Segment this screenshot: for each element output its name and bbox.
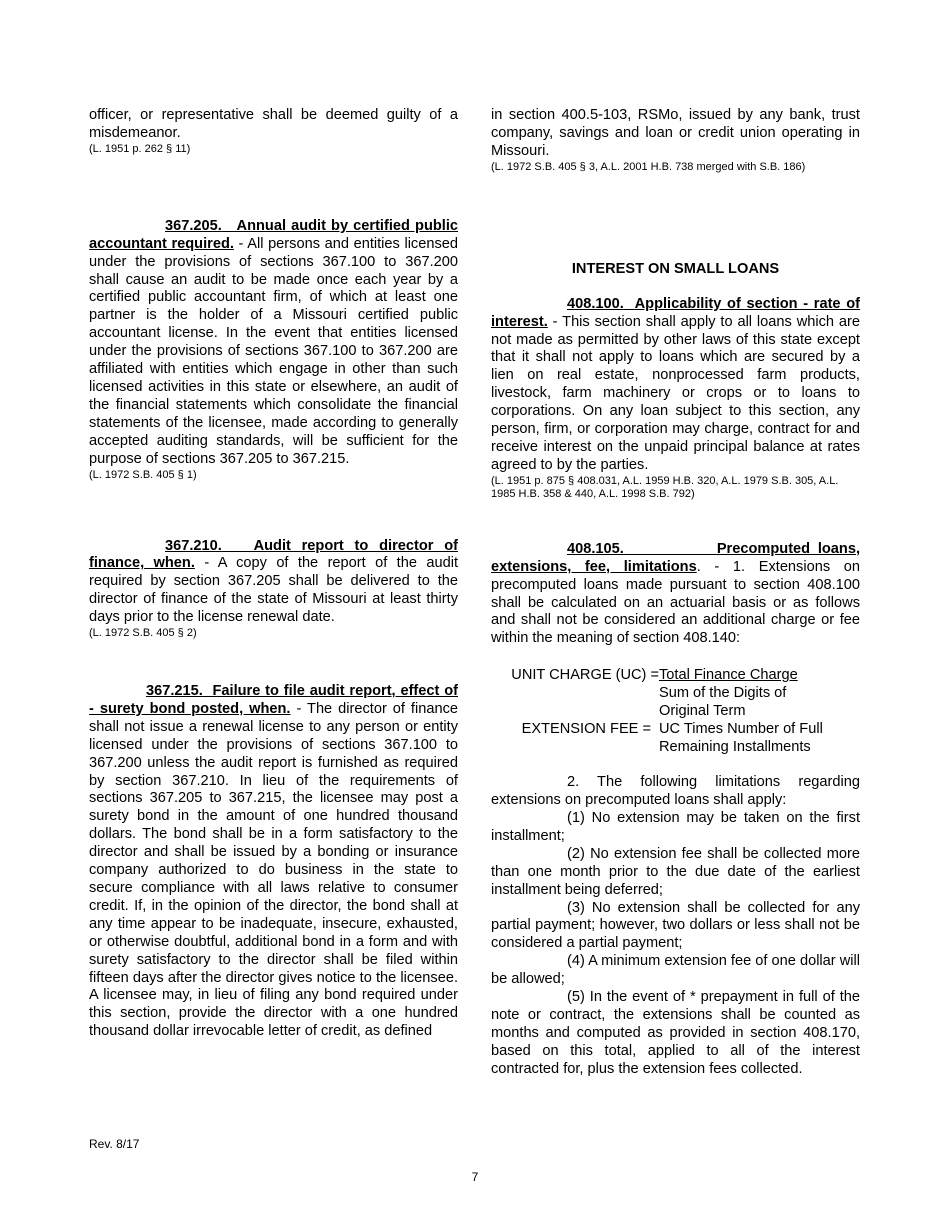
history-note: (L. 1972 S.B. 405 § 3, A.L. 2001 H.B. 738 merged with S.B. 186) — [491, 160, 806, 173]
paragraph-2: 2. The following limitations regarding extensions on precomputed loans shall apply: — [491, 774, 860, 809]
section-body: - The director of finance shall not issue a renewal license to any person or entity licensed under the provisions of sections 367.100 to 367.200 unless the audit report is furnished as required by section 367.210. In lieu of the requirements of sections 367.205 to 367.215, the licensee may post a surety bond in the amount of one hundred thousand dollars. The bond shall be in a form satisfactory to the director and shall be issued by a bonding or insurance company authorized to do business in the state to secure compliance with all laws relative to consumer credit. If, in the opinion of the director, the bond shall at any time appear to be inadequate, insecure, exhausted, or otherwise doubtful, additional bond in a form and with surety satisfactory to the director shall be filed within fifteen days after the director gives notice to the licensee. A licensee may, in lieu of filing any bond required under this section, provide the director with a one hundred thousand dollar irrevocable letter of credit, as defined — [89, 700, 458, 1040]
section-body: - A copy of the report of the audit required by section 367.205 shall be delivered to the director of finance of the state of Missouri at least thirty days prior to the license renewal date. — [89, 555, 458, 626]
unit-charge-denominator-2: Original Term — [659, 703, 746, 720]
left-column — [89, 107, 458, 1041]
revision-note: Rev. 8/17 — [89, 1137, 140, 1151]
extension-fee-label: EXTENSION FEE = — [521, 721, 651, 738]
limitation-item-5: (5) In the event of * prepayment in full of the note or contract, the extensions shall be counted as months and computed as provided in section 408.170, based on this total, applied to all of the interest contracted for, plus the extension fees collected. — [491, 989, 860, 1077]
section-title: Audit report to director of finance, when. — [89, 537, 458, 572]
section-number: 367.215. — [146, 683, 203, 700]
unit-charge-numerator: Total Finance Charge — [659, 667, 798, 684]
section-number: 367.210. — [165, 537, 222, 554]
limitation-item-4: (4) A minimum extension fee of one dollar will be allowed; — [491, 953, 860, 988]
history-note: (L. 1972 S.B. 405 § 1) — [89, 468, 197, 481]
section-number: 408.100. — [567, 295, 624, 312]
page-number: 7 — [471, 1170, 479, 1184]
right-column — [491, 107, 860, 1079]
section-title: Applicability of section - rate of interest. — [491, 295, 860, 330]
section-367-210 — [89, 538, 458, 628]
section-title: Precomputed loans, extensions, fee, limitations — [491, 540, 861, 575]
chapter-title: INTEREST ON SMALL LOANS — [571, 260, 780, 277]
unit-charge-label: UNIT CHARGE (UC) = — [511, 667, 659, 684]
extension-fee-value-2: Remaining Installments — [659, 739, 811, 756]
section-title: Annual audit by certified public accountant required. — [89, 217, 458, 252]
intro-text-left: officer, or representative shall be deemed guilty of a misdemeanor. — [89, 107, 458, 141]
limitation-item-3: (3) No extension shall be collected for any partial payment; however, two dollars or less shall not be considered a partial payment; — [491, 899, 860, 952]
section-body: . - 1. Extensions on precomputed loans made pursuant to section 408.100 shall be calculated on an actuarial basis or as follows and shall not be considered an additional charge or fee within the meaning of section 408.140: — [491, 558, 860, 647]
unit-charge-denominator-1: Sum of the Digits of — [659, 685, 787, 702]
limitation-item-1: (1) No extension may be taken on the first installment; — [491, 810, 860, 844]
history-note: (L. 1972 S.B. 405 § 2) — [89, 627, 197, 640]
history-note: (L. 1951 p. 262 § 11) — [89, 142, 191, 155]
section-367-215 — [89, 683, 458, 1041]
intro-text-right: in section 400.5-103, RSMo, issued by any bank, trust company, savings and loan or credit union operating in Missouri. — [491, 107, 860, 159]
section-body: - All persons and entities licensed under the provisions of sections 367.100 to 367.200 shall cause an audit to be made once each year by a certified public accountant firm, of which at least one partner is the holder of a Missouri certified public accountant license. In the event that entities licensed under the provisions of sections 367.100 to 367.200 are affiliated with entities which engage in other than such licensed activities in this state or elsewhere, an audit of the financial statements which consolidate the financial statements of the licensee, made according to generally accepted auditing standards, will be sufficient for the purpose of sections 367.205 to 367.215. — [89, 235, 458, 467]
section-408-105 — [491, 541, 860, 648]
history-note: (L. 1951 p. 875 § 408.031, A.L. 1959 H.B. 320, A.L. 1979 S.B. 305, A.L. 1985 H.B. 358 & 440, A.L. 1998 S.B. 792) — [491, 474, 839, 500]
section-number: 367.205. — [165, 217, 222, 234]
extension-fee-value-1: UC Times Number of Full — [659, 721, 823, 738]
section-title: Failure to file audit report, effect of - surety bond posted, when. — [89, 683, 458, 717]
extension-formula — [491, 666, 860, 756]
section-367-205 — [89, 218, 458, 469]
section-408-100 — [491, 296, 860, 475]
limitation-item-2: (2) No extension fee shall be collected more than one month prior to the due date of the earliest installment being deferred; — [491, 845, 860, 898]
section-number: 408.105. — [567, 540, 624, 557]
section-body: - This section shall apply to all loans which are not made as permitted by other laws of this state except that it shall not apply to loans which are secured by a lien on real estate, nonprocessed farm products, livestock, farm machinery or crops or to loans to corporations. On any loan subject to this section, any person, firm, or corporation may charge, contract for and receive interest on the unpaid principal balance at rates agreed to by the parties. — [491, 313, 860, 473]
